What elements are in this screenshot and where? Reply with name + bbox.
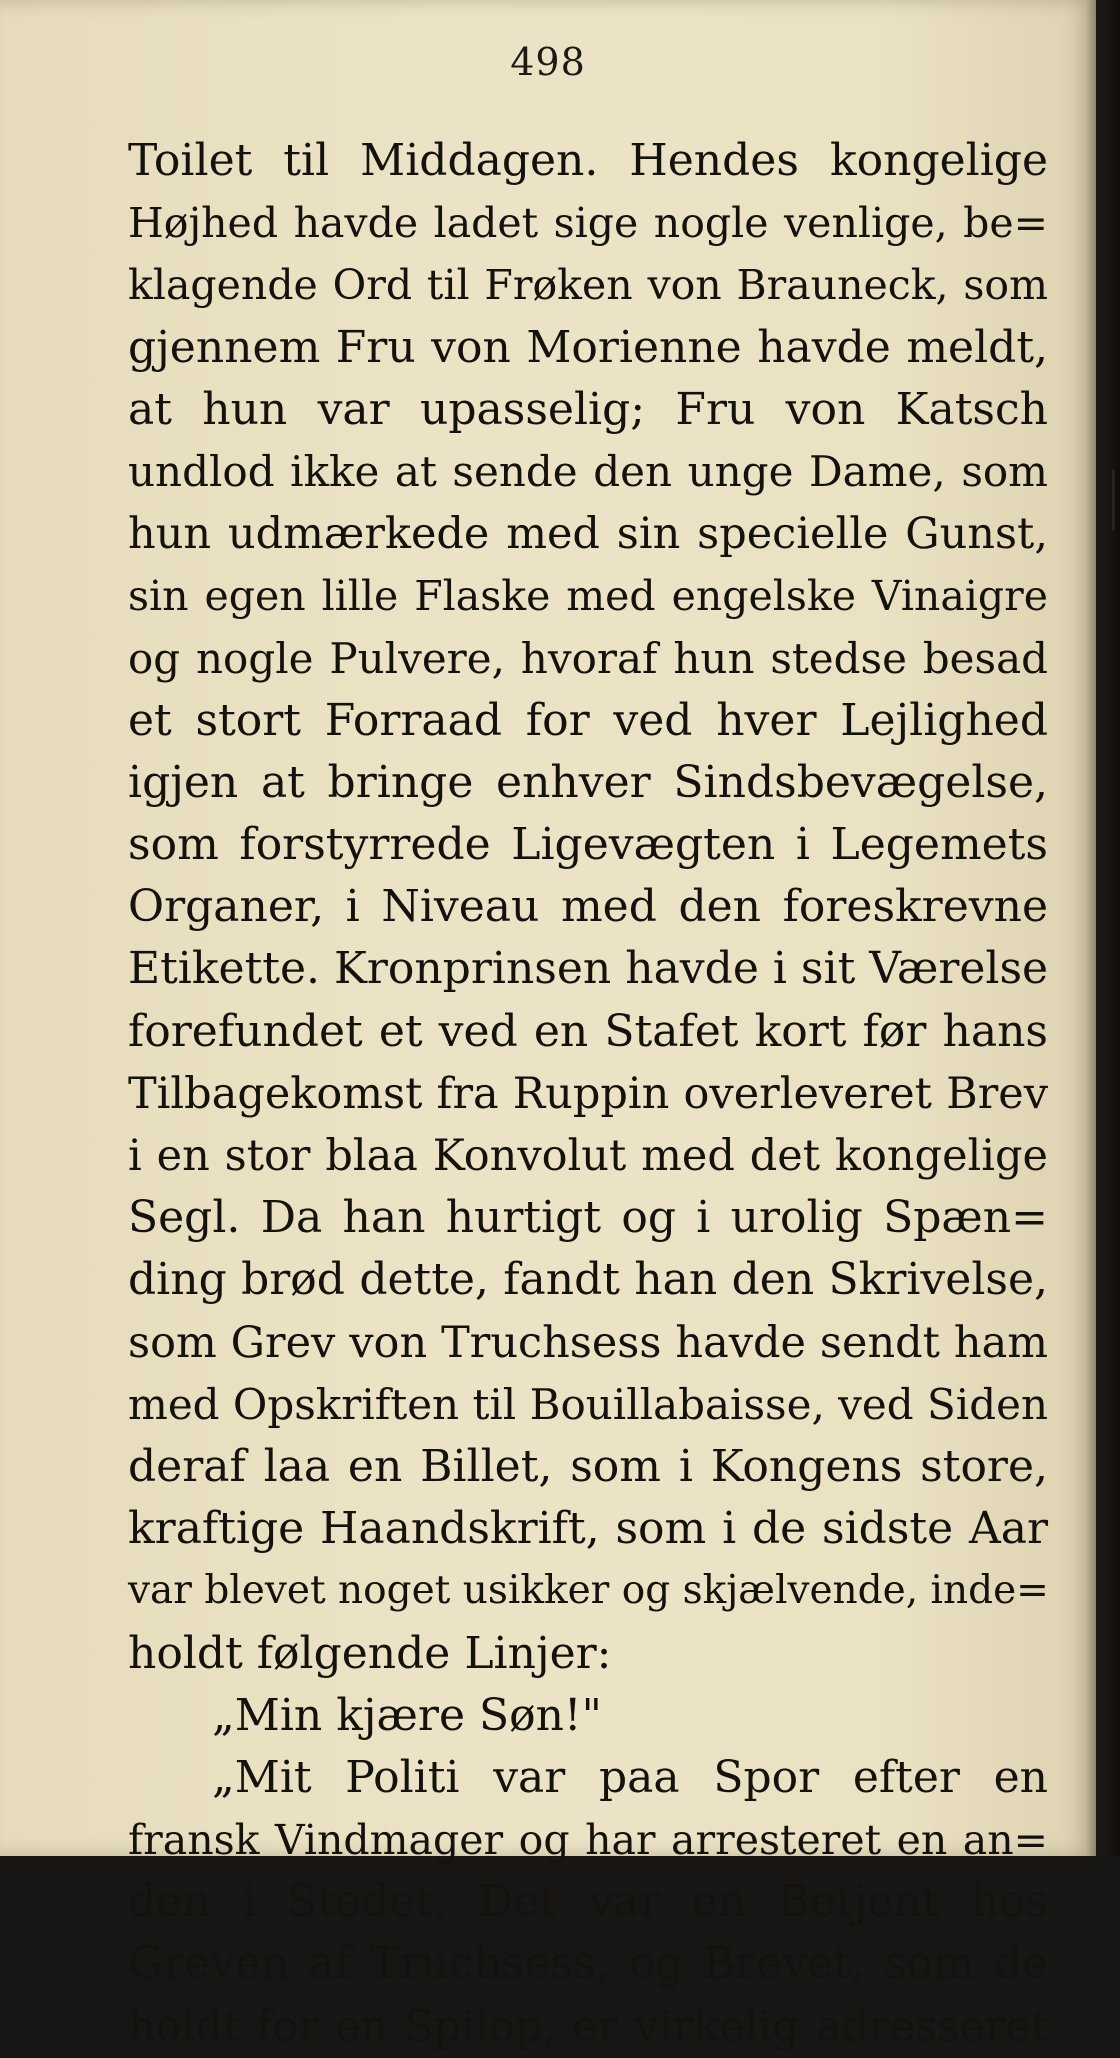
text-line: igjen at bringe enhver Sindsbevægelse, — [128, 756, 1048, 808]
text-line: Organer, i Niveau med den foreskrevne — [128, 881, 1048, 933]
text-line: undlod ikke at sende den unge Dame, som — [128, 446, 1048, 496]
text-line: kraftige Haandskrift, som i de sidste Aar — [128, 1503, 1048, 1555]
text-line: at hun var upasselig; Fru von Katsch — [128, 383, 1048, 435]
text-line: forefundet et ved en Stafet kort før hans — [128, 1005, 1048, 1057]
letter-line: Greven af Truchsess, og Brevet, som de — [128, 1938, 1048, 1990]
text-line: Tilbagekomst fra Ruppin overleveret Brev — [128, 1068, 1048, 1119]
body-text — [128, 130, 1048, 2058]
text-line: i en stor blaa Konvolut med det kongelige — [128, 1131, 1048, 1181]
letter-line: fransk Vindmager og har arresteret en an= — [128, 1816, 1048, 1865]
text-line: klagende Ord til Frøken von Brauneck, som — [128, 261, 1048, 310]
text-line: gjennem Fru von Morienne havde meldt, — [128, 321, 1048, 373]
text-line: Højhed havde ladet sige nogle venlige, be= — [128, 199, 1048, 248]
book-spine-shadow — [1086, 0, 1120, 1856]
text-line: var blevet noget usikker og skjælvende, inde= — [128, 1568, 1049, 1614]
text-line: deraf laa en Billet, som i Kongens store, — [128, 1440, 1048, 1492]
text-line: ding brød dette, fandt han den Skrivelse, — [128, 1254, 1048, 1306]
letter-line: den i Stedet. Det var en Betjent hos — [128, 1876, 1048, 1928]
text-line: Segl. Da han hurtigt og i urolig Spæn= — [128, 1192, 1048, 1244]
text-line: som forstyrrede Ligevægten i Legemets — [128, 819, 1048, 871]
text-line: sin egen lille Flaske med engelske Vinaigre — [128, 572, 1048, 621]
text-line: holdt følgende Linjer: — [128, 1627, 612, 1679]
letter-line: „Mit Politi var paa Spor efter en — [212, 1751, 1048, 1803]
salutation-line: „Min kjære Søn!" — [212, 1689, 602, 1741]
text-line: Etikette. Kronprinsen havde i sit Værelse — [128, 943, 1049, 995]
letter-line: holdt for en Spilop, er virkelig adresseret — [128, 2001, 1048, 2052]
text-line: et stort Forraad for ved hver Lejlighed — [128, 694, 1048, 746]
text-line: og nogle Pulvere, hvoraf hun stedse besad — [128, 633, 1048, 683]
text-line: Toilet til Middagen. Hendes kongelige — [128, 135, 1048, 186]
text-line: hun udmærkede med sin specielle Gunst, — [128, 509, 1048, 560]
text-line: med Opskriften til Bouillabaisse, ved Siden — [128, 1379, 1048, 1429]
text-line: som Grev von Truchsess havde sendt ham — [128, 1317, 1048, 1368]
page-number: 498 — [510, 40, 586, 84]
